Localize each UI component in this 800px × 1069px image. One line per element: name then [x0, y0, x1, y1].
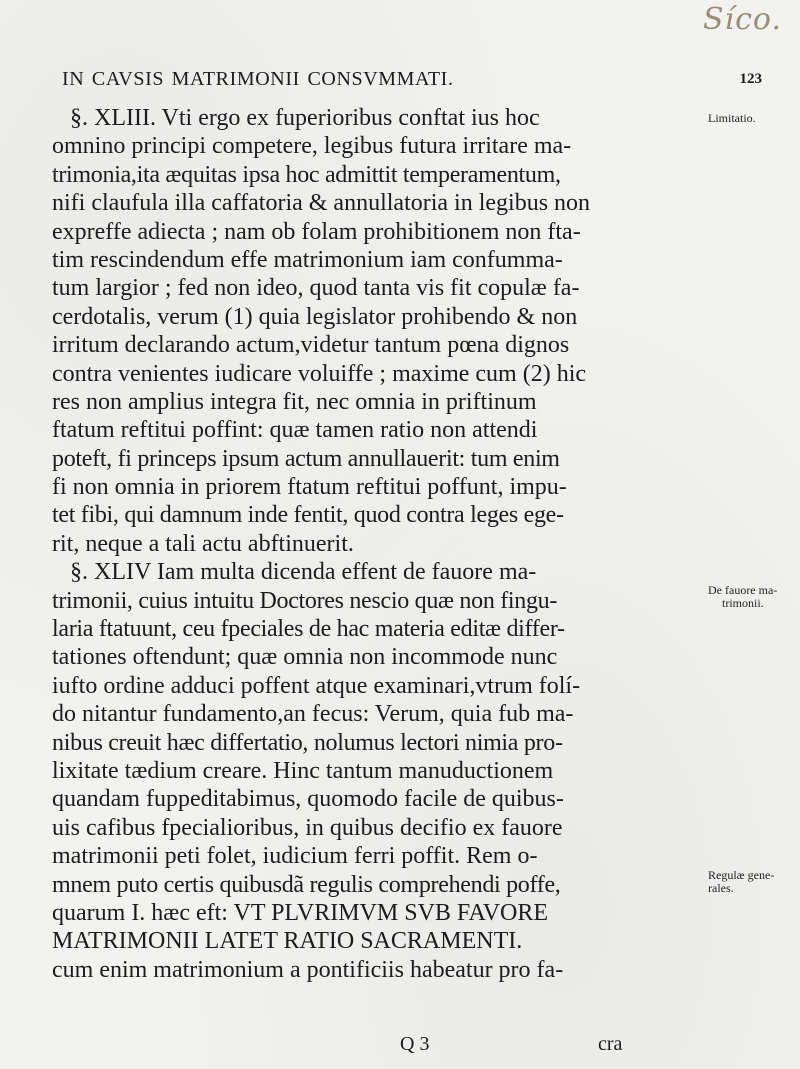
- text-line: tet fibi, qui damnum inde fentit, quod contra leges ege-: [52, 502, 564, 529]
- text-line: quarum I. hæc eft: VT PLVRIMVM SVB FAVORE: [52, 899, 549, 926]
- text-line: lixitate tædium creare. Hinc tantum manuductionem: [52, 757, 554, 784]
- running-head: [62, 68, 762, 98]
- signature-mark: Q 3: [400, 1033, 430, 1055]
- text-line: res non amplius integra fit, nec omnia in priftinum: [52, 388, 537, 415]
- text-line: trimonia,ita æquitas ipsa hoc admittit temperamentum,: [52, 161, 561, 188]
- text-line: MATRIMONII LATET RATIO SACRAMENTI.: [52, 928, 523, 955]
- text-line: contra venientes iudicare voluiffe ; maxime cum (2) hic: [52, 360, 587, 387]
- text-line: tum largior ; fed non ideo, quod tanta vis fit copulæ fa-: [52, 275, 580, 302]
- text-line: trimonii, cuius intuitu Doctores nescio quæ non fingu-: [52, 587, 558, 614]
- text-line: iufto ordine adduci poffent atque examinari,vtrum folí-: [52, 672, 581, 699]
- text-line: cerdotalis, verum (1) quia legislator prohibendo & non: [52, 303, 578, 330]
- margin-note-regulae: [708, 869, 774, 895]
- text-line: poteft, fi princeps ipsum actum annullauerit: tum enim: [52, 445, 560, 472]
- text-line: tim rescindendum effe matrimonium iam confumma-: [52, 246, 563, 273]
- text-line: fi non omnia in priorem ftatum reftitui poffunt, impu-: [52, 474, 567, 501]
- text-line: quandam fuppeditabimus, quomodo facile de quibus-: [52, 786, 564, 813]
- text-line: do nitantur fundamento,an fecus: Verum, quia fub ma-: [52, 701, 574, 728]
- margin-note-limitatio: Limitatio.: [708, 111, 756, 125]
- margin-note-de-fauore: [708, 584, 777, 610]
- body-text: [52, 104, 692, 984]
- text-line: matrimonii peti folet, iudicium ferri poffit. Rem o-: [52, 843, 538, 870]
- text-line: irritum declarando actum,videtur tantum pœna dignos: [52, 332, 570, 359]
- text-line: nibus creuit hæc differtatio, nolumus lectori nimia pro-: [52, 729, 563, 756]
- text-line: nifi claufula illa caffatoria & annullatoria in legibus non: [52, 190, 591, 217]
- text-line: laria ftatuunt, ceu fpeciales de hac materia editæ differ-: [52, 616, 565, 643]
- text-line: tationes oftendunt; quæ omnia non incommode nunc: [52, 644, 558, 671]
- page-number: 123: [739, 71, 762, 87]
- text-line: uis cafibus fpecialioribus, in quibus decifio ex fauore: [52, 814, 563, 841]
- text-line: §. XLIII. Vti ergo ex fuperioribus conftat ius hoc: [70, 105, 540, 131]
- text-line: rit, neque a tali actu abftinuerit.: [52, 530, 354, 557]
- margin-note-line: trimonii.: [722, 596, 764, 610]
- margin-note-line: rales.: [708, 881, 734, 895]
- text-line: omnino principi competere, legibus futura irritare ma-: [52, 133, 572, 160]
- running-title: IN CAVSIS MATRIMONII CONSVMMATI.: [62, 68, 454, 90]
- text-line: §. XLIV Iam multa dicenda effent de fauore ma-: [70, 559, 537, 586]
- text-line: cum enim matrimonium a pontificiis habeatur pro fa-: [52, 956, 564, 983]
- manuscript-annotation: Síco.: [702, 2, 782, 37]
- text-line: ftatum reftitui poffint: quæ tamen ratio non attendi: [52, 417, 538, 444]
- margin-note-line: Regulæ gene-: [708, 868, 775, 882]
- text-line: expreffe adiecta ; nam ob folam prohibitionem non fta-: [52, 218, 581, 245]
- catchword: cra: [598, 1033, 623, 1055]
- margin-note-line: De fauore ma-: [708, 583, 778, 597]
- text-line: mnem puto certis quibusdã regulis comprehendi poffe,: [52, 871, 561, 898]
